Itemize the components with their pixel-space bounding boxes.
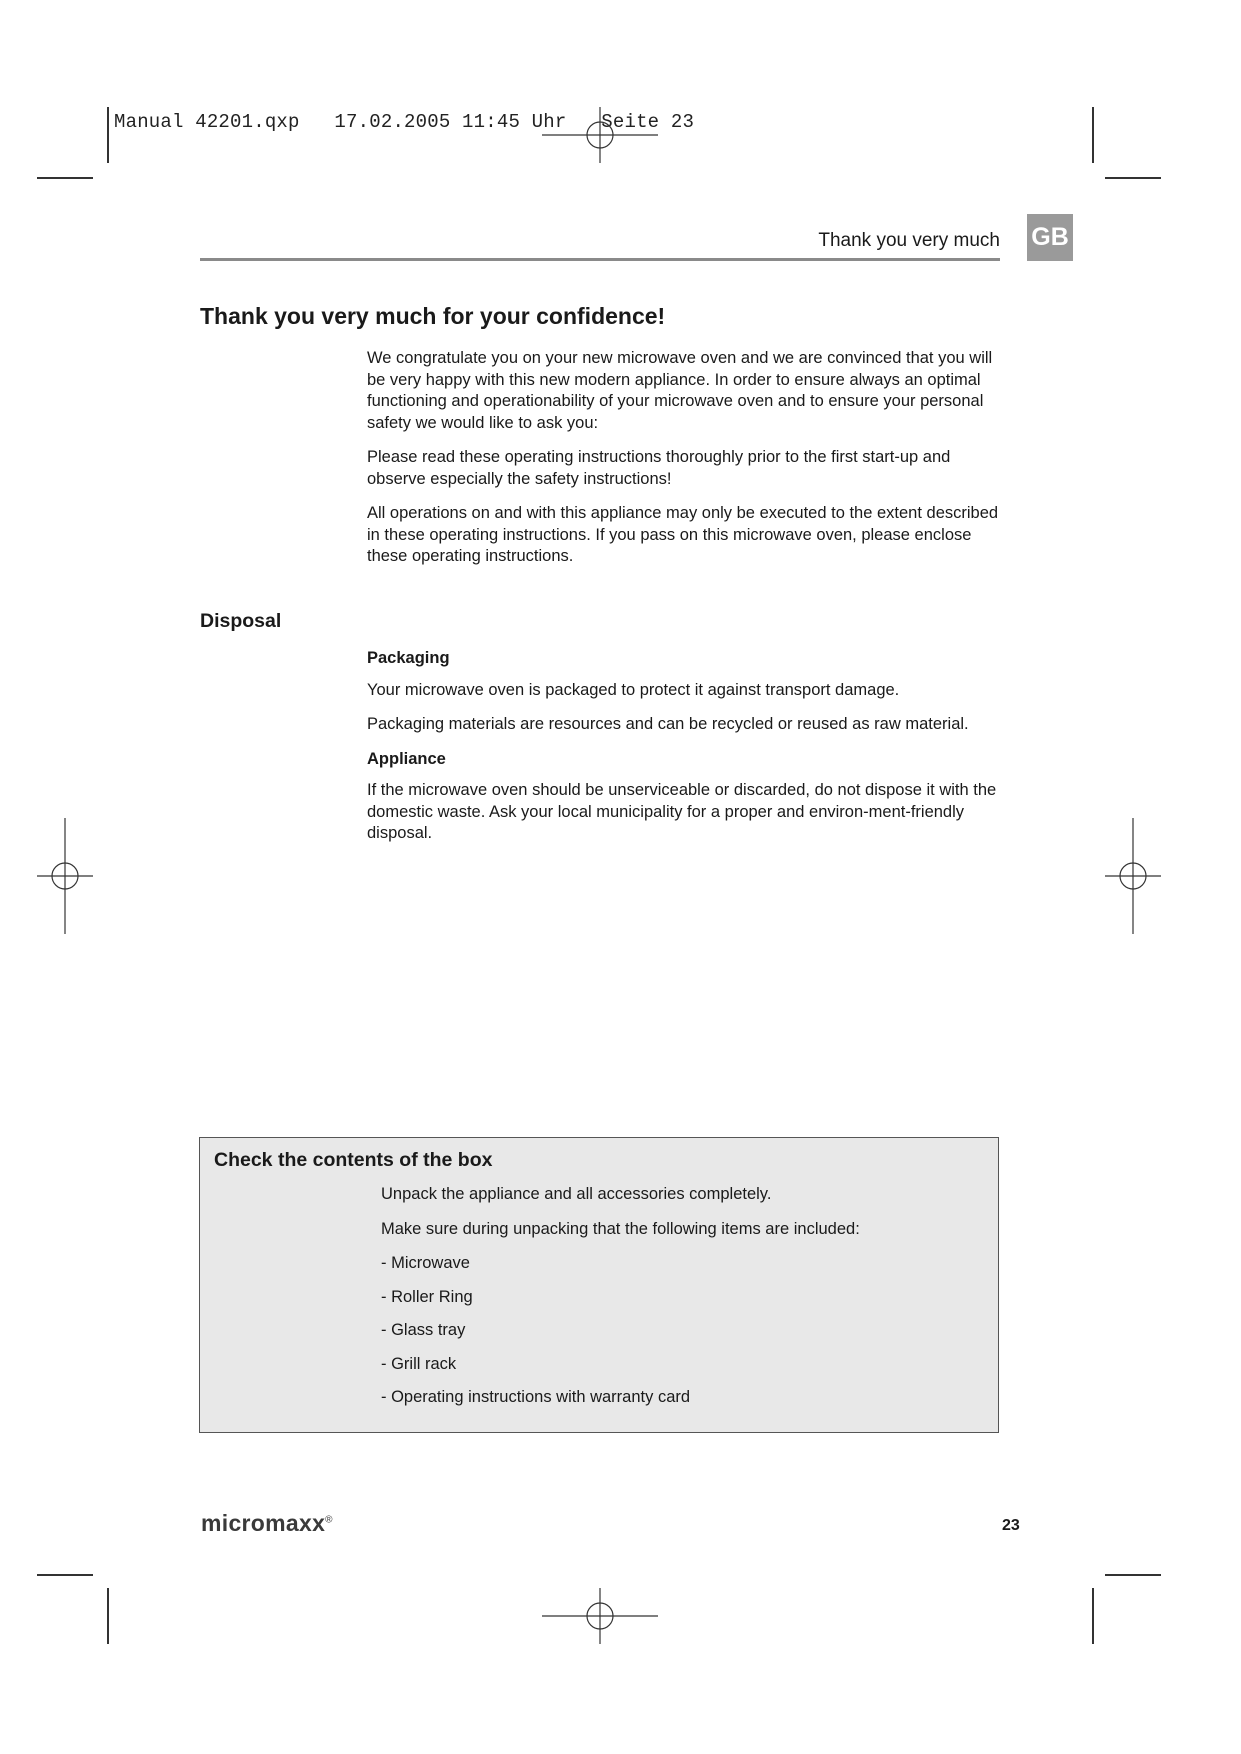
intro-paragraph: All operations on and with this appliance may only be executed to the extent described in these operating instructions. If you pass on this microwave oven, please enclose these operating instructions. bbox=[367, 504, 999, 565]
box-contents-panel bbox=[199, 1137, 999, 1433]
disposal-heading: Disposal bbox=[200, 610, 282, 632]
packaging-paragraph: Packaging materials are resources and can be recycled or reused as raw material. bbox=[367, 715, 969, 733]
box-contents-heading: Check the contents of the box bbox=[214, 1149, 493, 1171]
running-header-title: Thank you very much bbox=[818, 230, 1000, 251]
crop-mark-bottom-right-h bbox=[1105, 1574, 1161, 1576]
registration-mark-top-icon bbox=[542, 107, 658, 163]
crop-mark-top-left-v bbox=[107, 107, 109, 163]
crop-mark-bottom-right-v bbox=[1092, 1588, 1094, 1644]
disposal-text bbox=[367, 648, 1005, 858]
language-badge: GB bbox=[1027, 214, 1073, 261]
packaging-heading: Packaging bbox=[367, 649, 450, 667]
brand-name: micromaxx bbox=[201, 1510, 326, 1536]
registration-mark-bottom-icon bbox=[542, 1588, 658, 1644]
box-items-list bbox=[381, 1253, 981, 1409]
intro-paragraph: We congratulate you on your new microwave oven and we are convinced that you will be very happy with this new modern appliance. In order to ensure always an optimal functioning and operationability of your microwave oven and to ensure your personal safety we would like to ask you: bbox=[367, 349, 993, 432]
box-contents-body bbox=[381, 1184, 981, 1421]
list-item: - Grill rack bbox=[381, 1354, 457, 1373]
crop-mark-top-left-h bbox=[37, 177, 93, 179]
appliance-paragraph: If the microwave oven should be unserviceable or discarded, do not dispose it with the domestic waste. Ask your local municipality for a proper and environ-ment-friendly disposal. bbox=[367, 781, 997, 842]
list-item: - Operating instructions with warranty card bbox=[381, 1388, 691, 1406]
brand-logo bbox=[201, 1510, 333, 1537]
brand-registered-mark: ® bbox=[325, 1514, 333, 1526]
box-paragraph: Make sure during unpacking that the following items are included: bbox=[381, 1219, 860, 1238]
registration-mark-left-icon bbox=[37, 818, 93, 934]
list-item: - Microwave bbox=[381, 1254, 470, 1272]
crop-mark-bottom-left-h bbox=[37, 1574, 93, 1576]
page-number: 23 bbox=[1002, 1517, 1020, 1534]
crop-mark-top-right-h bbox=[1105, 177, 1161, 179]
list-item: - Roller Ring bbox=[381, 1287, 473, 1306]
appliance-heading: Appliance bbox=[367, 749, 446, 768]
intro-paragraph: Please read these operating instructions thoroughly prior to the first start-up and observe especially the safety instructions! bbox=[367, 448, 951, 488]
intro-text bbox=[367, 348, 1005, 581]
list-item: - Glass tray bbox=[381, 1321, 466, 1339]
box-paragraph: Unpack the appliance and all accessories completely. bbox=[381, 1185, 772, 1203]
page-title: Thank you very much for your confidence! bbox=[200, 303, 666, 329]
print-slug: Manual 42201.qxp 17.02.2005 11:45 Uhr Seite 23 bbox=[114, 111, 695, 133]
header-divider bbox=[200, 258, 1000, 261]
crop-mark-top-right-v bbox=[1092, 107, 1094, 163]
registration-mark-right-icon bbox=[1105, 818, 1161, 934]
packaging-paragraph: Your microwave oven is packaged to protect it against transport damage. bbox=[367, 680, 900, 699]
crop-mark-bottom-left-v bbox=[107, 1588, 109, 1644]
